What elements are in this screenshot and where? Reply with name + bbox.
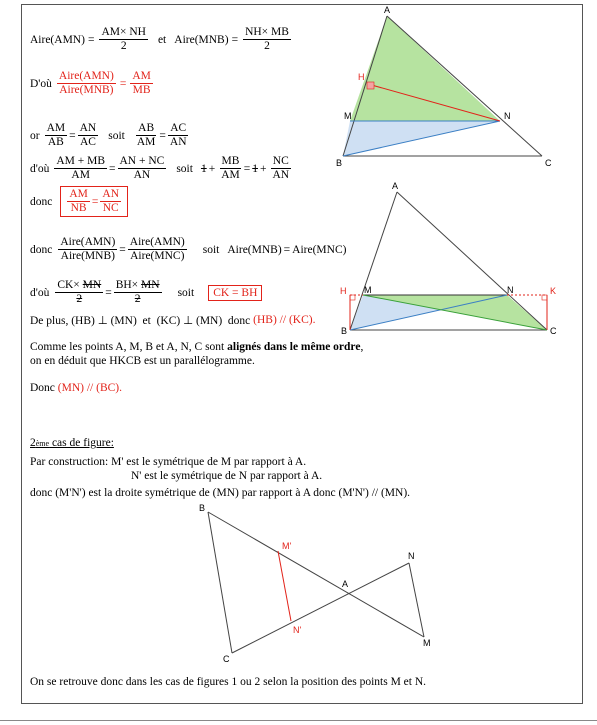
fraction [168, 122, 189, 149]
text: ème [35, 438, 50, 448]
text: N' est le symétrique de N par rapport à A. [131, 470, 323, 482]
text: = [105, 286, 112, 299]
fraction [130, 70, 153, 97]
fraction [45, 122, 68, 149]
label-c: C [550, 326, 557, 336]
text: De plus, (HB) ⊥ (MN) et (KC) ⊥ (MN) donc [30, 315, 254, 327]
text: AM [71, 169, 90, 181]
segment-m1n1 [278, 551, 291, 621]
fraction [118, 155, 167, 182]
segment-bm [208, 512, 424, 637]
text: = [87, 33, 95, 46]
text: AN [272, 169, 290, 181]
label-a: A [384, 6, 391, 15]
result-box: CK = BH [208, 285, 262, 301]
text: 2 [264, 40, 270, 52]
right-angle-mark [367, 82, 374, 89]
label-a: A [342, 579, 349, 589]
text: AB [138, 122, 155, 134]
text: AC [170, 122, 187, 134]
fraction [270, 155, 291, 182]
fraction [54, 155, 107, 182]
text: = [119, 243, 126, 256]
text-line-symmetric [30, 487, 410, 499]
label-n: N [408, 551, 415, 561]
text: AC [79, 136, 96, 148]
text: + [208, 162, 216, 175]
equation-thales [30, 122, 191, 149]
text: donc (M'N') est la droite symétrique de (MN) par rapport à A donc (M'N') // (MN). [30, 487, 411, 499]
label-k: K [550, 286, 557, 296]
text: MN [141, 279, 160, 291]
text: Aire(MNC) [130, 250, 185, 262]
text: Aire(AMN) [58, 70, 114, 82]
text: d'où [30, 286, 50, 299]
text: 1 [252, 162, 258, 175]
text: (HB) // (KC). [253, 314, 316, 326]
text: AM [136, 136, 156, 148]
fraction [114, 279, 162, 306]
text-line-conclusion-1 [30, 382, 122, 394]
bottom-rule [0, 720, 597, 721]
text: Aire(AMN) [129, 236, 185, 248]
equation-areas [30, 26, 293, 53]
text: on en déduit que HKCB est un parallélogramme. [30, 355, 255, 367]
label-m: M [344, 111, 352, 121]
text: Aire(MNB) [227, 243, 282, 256]
text: AN [133, 169, 151, 181]
text: D'où [30, 77, 52, 90]
label-m-prime: M' [282, 541, 292, 551]
text: 2 [134, 293, 141, 305]
text: AM + MB [56, 155, 105, 167]
green-triangle-amn [350, 16, 500, 121]
text: AM [69, 188, 88, 200]
text: = [119, 77, 127, 90]
segment-bc [208, 512, 232, 653]
text: + [259, 162, 267, 175]
text: = [159, 129, 166, 142]
fraction [135, 122, 158, 149]
label-b: B [341, 326, 348, 336]
section-heading-case-2 [30, 437, 114, 449]
figure-1-triangle [330, 6, 560, 176]
text: d'où [30, 162, 50, 175]
text: soit [176, 162, 193, 175]
right-angle-mark-h [350, 295, 355, 300]
text: cas de figure: [49, 437, 114, 449]
equation-heights [30, 279, 262, 306]
label-n: N [504, 111, 511, 121]
text: = [69, 129, 76, 142]
text: 2 [76, 293, 83, 305]
text: Aire(MNB) [174, 33, 229, 46]
label-b: B [199, 503, 206, 513]
fraction [99, 26, 148, 53]
text: donc [30, 243, 53, 256]
equation-area-equality [30, 236, 346, 263]
text: 1 [200, 162, 207, 175]
text: On se retrouve donc dans les cas de figures 1 ou 2 selon la position des points M et N. [30, 676, 427, 688]
text: AN [102, 188, 120, 200]
text: = [283, 243, 291, 256]
fraction [243, 26, 291, 53]
label-n: N [507, 285, 514, 295]
text: NC [272, 155, 289, 167]
label-h: H [358, 72, 365, 82]
text: CK× [57, 279, 80, 291]
text: , [360, 341, 364, 353]
equation-ratio [30, 70, 155, 97]
text: alignés dans le même ordre [227, 341, 361, 353]
text: = [91, 195, 99, 208]
text-line-parallelogram [30, 355, 255, 367]
text: Comme les points A, M, B et A, N, C sont [30, 341, 228, 353]
fraction [58, 236, 117, 263]
text: AN [169, 136, 187, 148]
text: NB [70, 202, 87, 214]
text: Aire(AMN) [60, 236, 116, 248]
text: Aire(MNB) [59, 84, 114, 96]
right-angle-mark-k [542, 295, 547, 300]
text: MB [132, 84, 151, 96]
figure-3-symmetry [195, 500, 445, 665]
text: = [243, 162, 251, 175]
segment-nm [409, 563, 424, 637]
text: MN [82, 279, 102, 291]
label-m: M [364, 285, 372, 295]
label-c: C [223, 654, 230, 664]
text: NH× MB [245, 26, 289, 38]
text: soit [202, 243, 220, 256]
fraction [128, 236, 187, 263]
text: AN [79, 122, 97, 134]
text: = [109, 162, 116, 175]
label-b: B [336, 158, 343, 168]
text: BH× [115, 279, 139, 291]
text: 2 [30, 437, 36, 449]
fraction [57, 70, 116, 97]
text: = [231, 33, 239, 46]
fraction [78, 122, 99, 149]
text: donc [30, 195, 53, 208]
text: (MN) // (BC). [57, 382, 123, 394]
text: Donc [30, 382, 58, 394]
segment-cn [232, 563, 409, 653]
text-line-construction-1 [30, 456, 306, 468]
text-line-construction-2 [131, 470, 322, 482]
text-line-aligned [30, 341, 363, 353]
label-n-prime: N' [293, 625, 302, 635]
text: or [30, 129, 40, 142]
text: AB [47, 136, 64, 148]
text: AM [132, 70, 151, 82]
text: et [157, 33, 167, 46]
fraction [55, 279, 103, 306]
text-line-hb-kc [30, 313, 315, 327]
text: Aire(AMN) [30, 33, 85, 46]
label-c: C [545, 158, 552, 168]
label-a: A [392, 181, 399, 191]
text: soit [177, 286, 195, 299]
figure-2-parallelogram [335, 178, 565, 338]
text: NC [102, 202, 119, 214]
text: soit [108, 129, 125, 142]
text: Aire(MNB) [60, 250, 115, 262]
fraction [100, 188, 121, 215]
fraction [219, 155, 242, 182]
text: Aire(MNC) [292, 243, 347, 256]
result-box [60, 186, 128, 217]
text: 2 [120, 40, 127, 52]
fraction [67, 188, 90, 215]
text: Par construction: M' est le symétrique de M par rapport à A. [30, 456, 307, 468]
text-line-final [30, 676, 426, 688]
equation-sum [30, 155, 293, 182]
text: AM [221, 169, 240, 181]
text: AM [46, 122, 66, 134]
text: AN + NC [119, 155, 165, 167]
label-h: H [340, 286, 347, 296]
label-m: M [423, 638, 431, 648]
text: MB [221, 155, 240, 167]
text: AM× NH [101, 26, 146, 38]
equation-boxed-result [30, 186, 128, 217]
